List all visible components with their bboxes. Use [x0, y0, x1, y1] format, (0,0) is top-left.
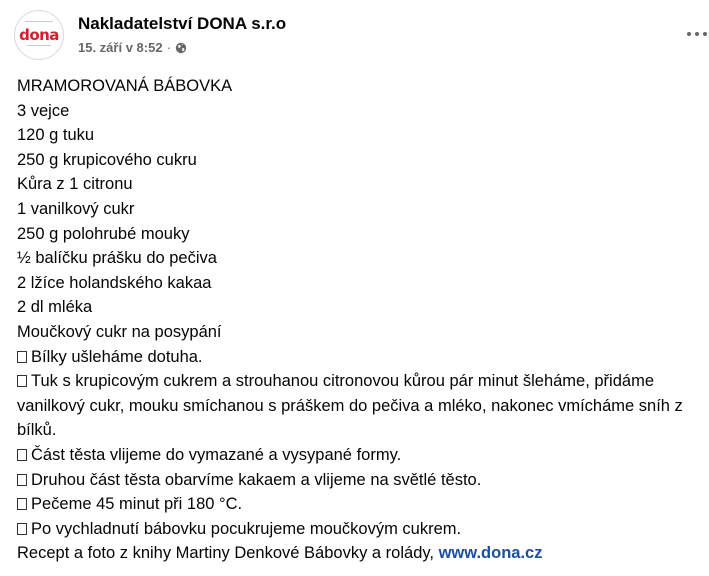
post-timestamp[interactable]: 15. září v 8:52 — [78, 40, 163, 55]
missing-glyph-box — [17, 523, 27, 535]
step-text: Tuk s krupicovým cukrem a strouhanou citronovou kůrou pár minut šleháme, přidáme vanilkový cukr, mouku smíchanou s práškem do pečiva a mléko, nakonec vmícháme sníh z bílků. — [17, 372, 683, 440]
missing-glyph-box — [17, 449, 27, 461]
page-name-link[interactable]: Nakladatelství DONA s.r.o — [78, 14, 287, 33]
logo-bottom-rule — [27, 45, 51, 51]
ingredient-item: 250 g polohrubé mouky — [17, 224, 190, 243]
step-text: Pečeme 45 minut při 180 °C. — [31, 495, 243, 514]
post-body — [17, 74, 707, 566]
step-text: Po vychladnutí bábovku pocukrujeme moučkovým cukrem. — [31, 519, 462, 538]
globe-icon[interactable] — [175, 42, 187, 54]
missing-glyph-box — [17, 474, 27, 486]
post-header — [14, 10, 709, 62]
ingredient-item: 2 lžíce holandského kakaa — [17, 273, 212, 292]
ingredient-item: 3 vejce — [17, 101, 70, 120]
credit-line — [17, 541, 707, 566]
step-text: Část těsta vlijeme do vymazané a vysypané formy. — [31, 445, 402, 464]
step-item — [17, 517, 707, 542]
ingredient-item: 1 vanilkový cukr — [17, 199, 135, 218]
credit-text: Recept a foto z knihy Martiny Denkové Bábovky a rolády, — [17, 544, 439, 563]
ingredient-item: 120 g tuku — [17, 126, 95, 145]
step-text: Druhou část těsta obarvíme kakaem a vlijeme na světlé těsto. — [31, 470, 482, 489]
ingredient-item: Kůra z 1 citronu — [17, 175, 133, 194]
step-item — [17, 345, 707, 370]
website-link[interactable]: www.dona.cz — [438, 544, 543, 563]
ingredient-item: 250 g krupicového cukru — [17, 150, 197, 169]
ingredient-item: Moučkový cukr na posypání — [17, 322, 222, 341]
meta-separator: · — [166, 40, 171, 55]
ingredient-item: ½ balíčku prášku do pečiva — [17, 249, 217, 268]
step-item — [17, 492, 707, 517]
ingredient-item: 2 dl mléka — [17, 298, 93, 317]
missing-glyph-box — [17, 498, 27, 510]
step-text: Bílky ušleháme dotuha. — [31, 347, 203, 366]
missing-glyph-box — [17, 375, 27, 387]
step-item — [17, 443, 707, 468]
missing-glyph-box — [17, 351, 27, 363]
avatar-logo-text: dona — [19, 26, 59, 44]
post-meta — [78, 40, 187, 55]
step-item — [17, 468, 707, 493]
more-options-icon[interactable] — [687, 30, 707, 38]
step-item — [17, 369, 707, 443]
recipe-title: MRAMOROVANÁ BÁBOVKA — [17, 77, 233, 95]
avatar[interactable] — [14, 10, 64, 60]
